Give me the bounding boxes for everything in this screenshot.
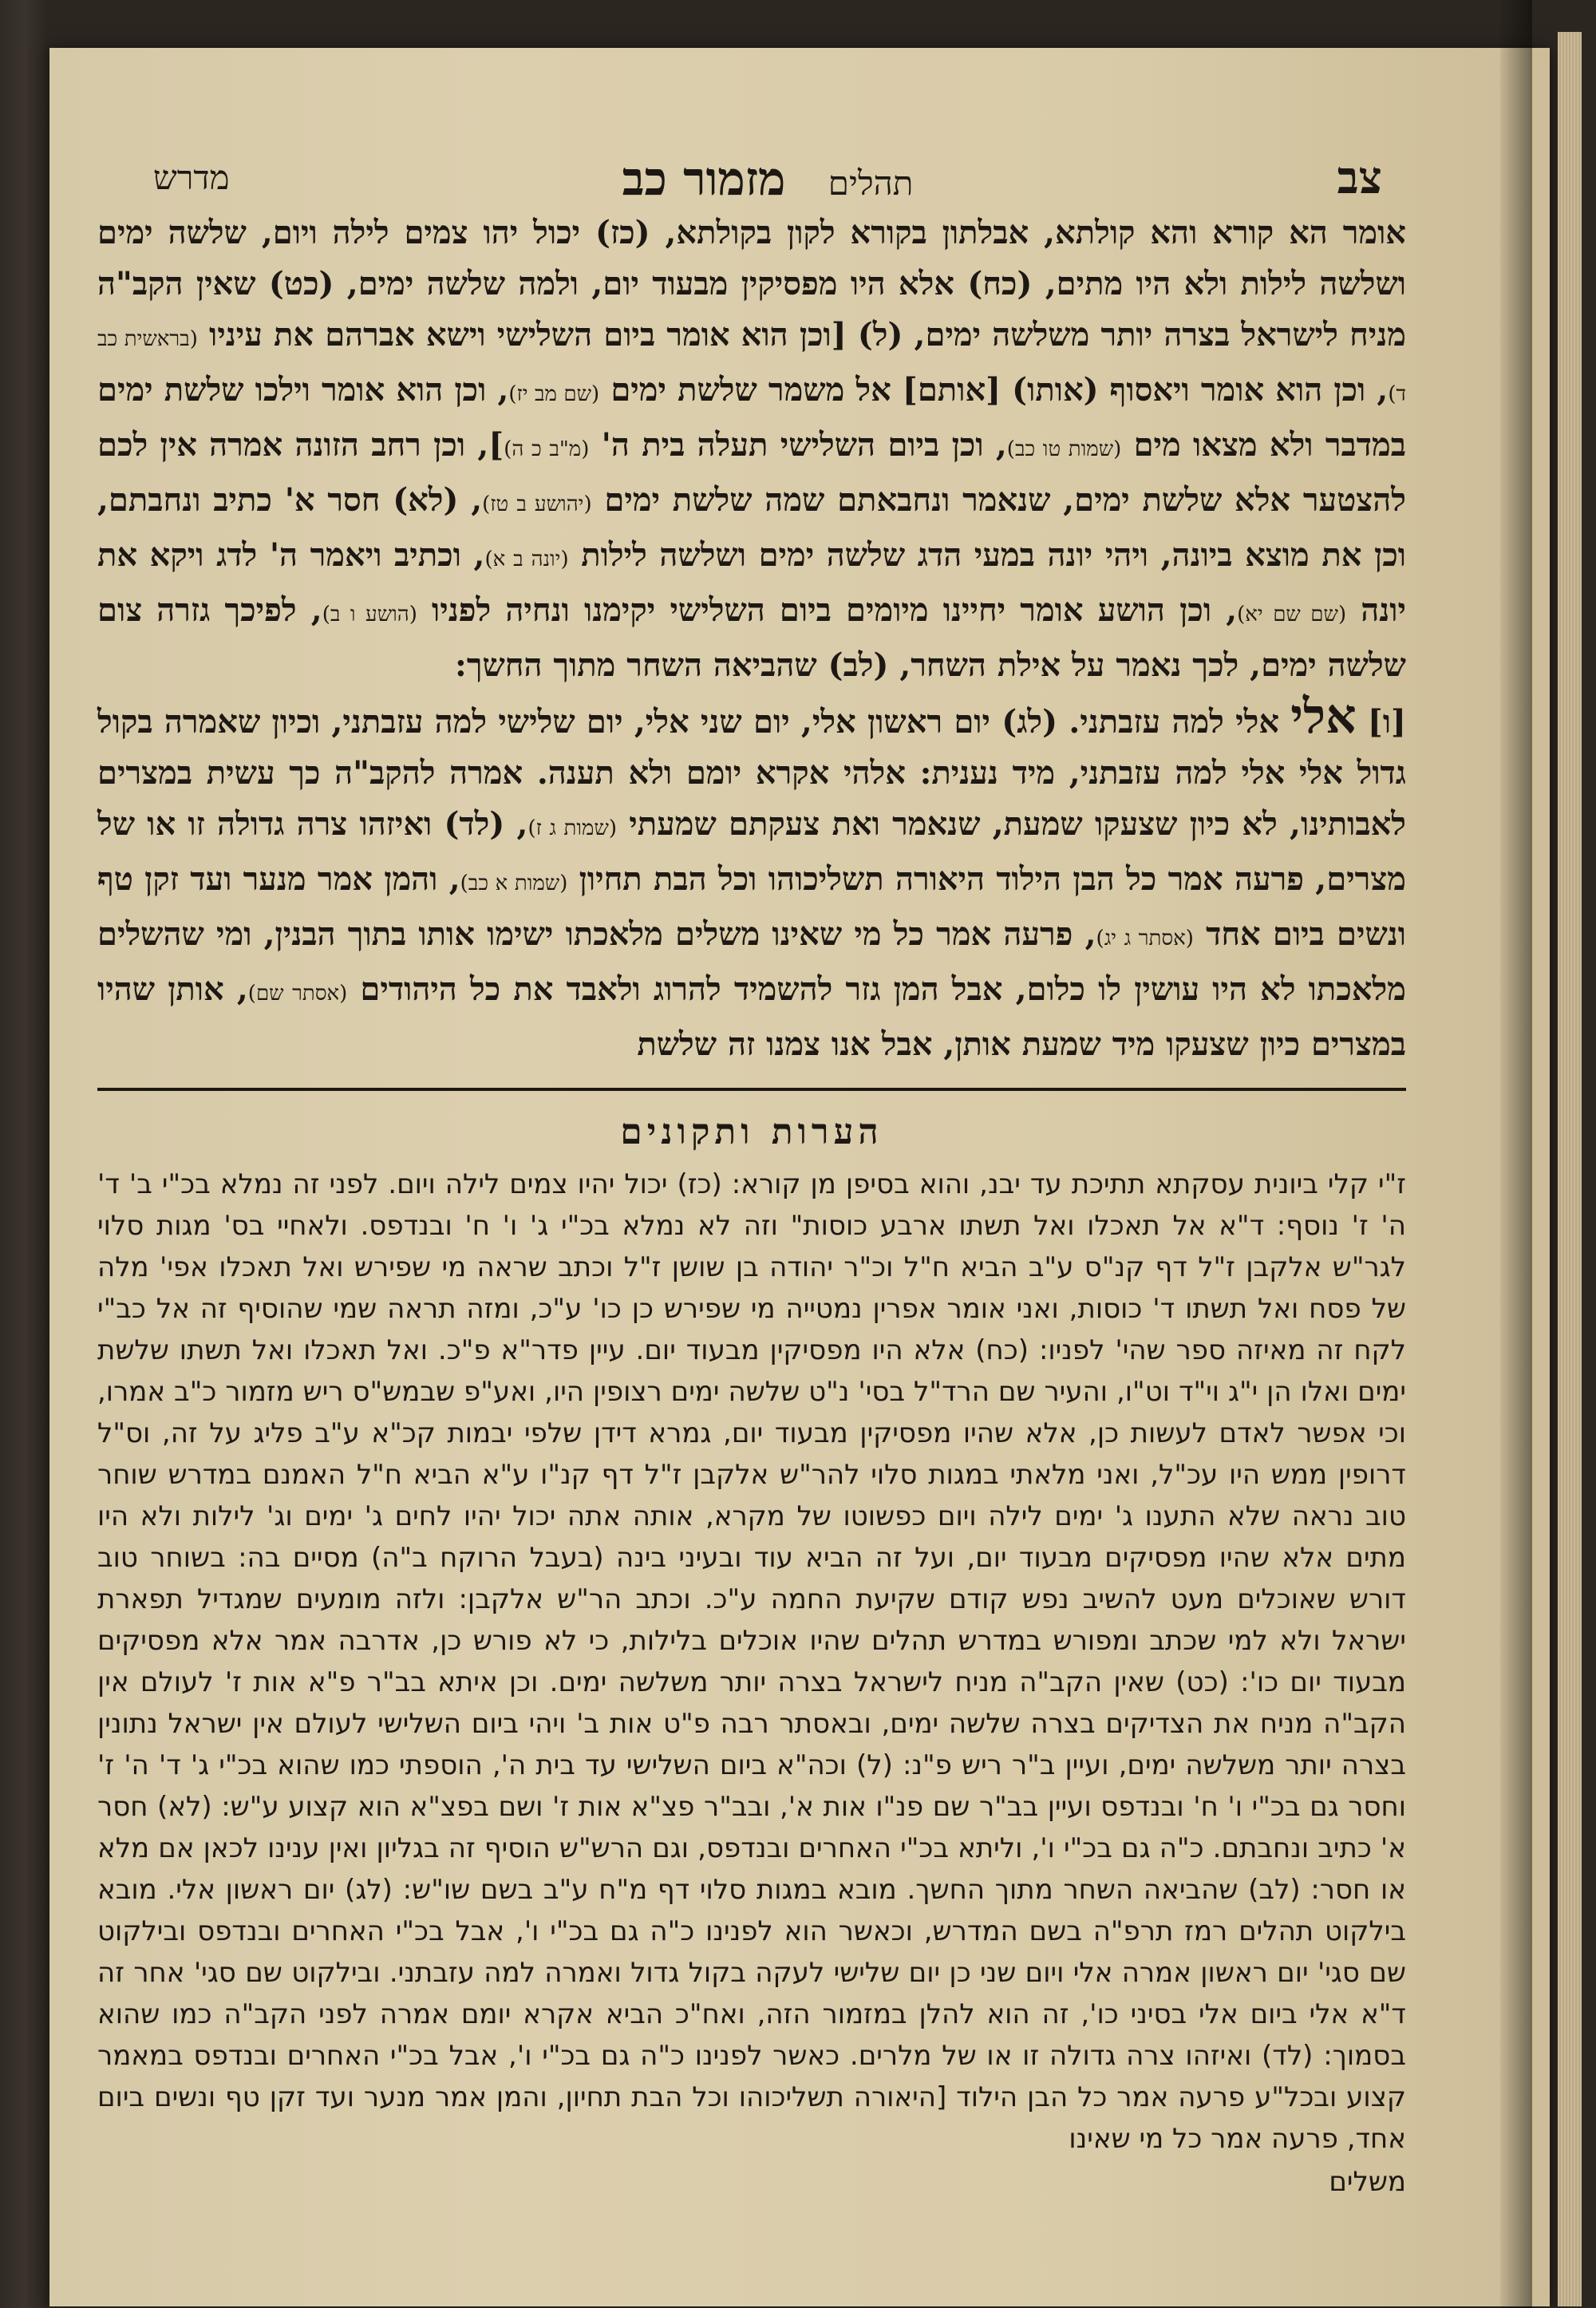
notes-section (97, 1164, 1406, 2203)
section-divider (97, 1088, 1406, 1091)
citation: (יהושע ב טז) (482, 492, 592, 516)
binding-shadow (1500, 0, 1532, 2308)
notes-title: הערות ותקונים (620, 1112, 883, 1152)
citation: (שמות טו כב) (1006, 437, 1122, 461)
main-paragraph-1: אומר הא קורא והא קולתא, אבלתון בקורא לקון בקולתא, (כז) יכול יהו צמים לילה ויום, שלשה ימים ושלשה לילות ולא היו מתים, (כח) אלא היו מפסיקין מבעוד יום, ולמה שלשה ימים, (כט) שאין הקב"ה מניח לישראל בצרה יותר משלשה ימים, (ל) [וכן הוא אומר ביום השלישי וישא אברהם את עיניו (בראשית כב ד), וכן הוא אומר ויאסוף (אותו) [אותם] אל משמר שלשת ימים (שם מב יז), וכן הוא אומר וילכו שלשת ימים במדבר ולא מצאו מים (שמות טו כב), וכן ביום השלישי תעלה בית ה' (מ"ב כ ה)], וכן רחב הזונה אמרה אין לכם להצטער אלא שלשת ימים, שנאמר ונחבאתם שמה שלשת ימים (יהושע ב טז), (לא) חסר א' כתיב ונחבתם, וכן את מוצא ביונה, ויהי יונה במעי הדג שלשה ימים ושלשה לילות (יונה ב א), וכתיב ויאמר ה' לדג ויקא את יונה (שם שם יא), וכן הושע אומר יחיינו מיומים ביום השלישי יקימנו ונחיה לפניו (הושע ו ב), לפיכך גזרה צום שלשה ימים, לכך נאמר על אילת השחר, (לב) שהביאה השחר מתוך החשך: (97, 214, 1406, 684)
notes-paragraph: ז"י קלי ביונית עסקתא תתיכת עד יבנ, והוא בסיפן מן קורא: (כז) יכול יהיו צמים לילה ויום. לפני זה נמלא בכ"י ב' ד' ה' ז' נוסף: ד"א אל תאכלו ואל תשתו ארבע כוסות" וזה לא נמלא בכ"י ג' ו' ח' ובנדפס. ולאחיי בס' מגות סלוי לגר"ש אלקבן ז"ל דף קנ"ס ע"ב הביא ח"ל וכ"ר יהודה בן שושן ז"ל וכתב שראה מי שפירש ואל תאכלו אפי' מלה של פסח ואל תשתו ד' כוסות, ואני אומר אפרין נמטייה מי שפירש כן כו' ע"כ, ומזה תראה שמי שהוסיף זה אל כב"י לקח זה מאיזה ספר שהי' לפניו: (כח) אלא היו מפסיקין מבעוד יום. עיין פדר"א פ"כ. ואל תאכלו ואל תשתו שלשת ימים ואלו הן י"ג וי"ד וט"ו, והעיר שם הרד"ל בסי' נ"ט שלשה ימים רצופין היו, ואע"פ שבמש"ס ריש מזמור כ"ב אמרו, וכי אפשר לאדם לעשות כן, אלא שהיו מפסיקין מבעוד יום, גמרא דידן שלפי יבמות קכ"א ע"ב פליג על זה, וס"ל דרופין ממש היו עכ"ל, ואני מלאתי במגות סלוי להר"ש אלקבן ז"ל דף קנ"ו ע"א הביא ח"ל האמנם במדרש שוחר טוב נראה שלא התענו ג' ימים לילה ויום כפשוטו של מקרא, אותה אתה יכול יהיו לחים ג' ימים וג' לילות ולא היו מתים אלא שהיו מפסיקים מבעוד יום, ועל זה הביא עוד ובעיני בינה (בעבל הרוקח ב"ה) מסיים בה: בשוחר טוב דורש שאוכלים מעט להשיב נפש קודם שקיעת החמה ע"כ. וכתב הר"ש אלקבן: ולזה מומעים שמגדיל תפארת ישראל ולא למי שכתב ומפורש במדרש תהלים שהיו אוכלים בלילות, כי לא פורש כן, אדרבה אמר אלא מפסיקים מבעוד יום כו': (כט) שאין הקב"ה מניח לישראל בצרה יותר משלשה ימים. וכן איתא בב"ר פ"א אות ז' לעולם אין הקב"ה מניח את הצדיקים בצרה שלשה ימים, ובאסתר רבה פ"ט אות ב' ויהי ביום השלישי לעולם אין ישראל נתונין בצרה יותר משלשה ימים, ועיין ב"ר ריש פ"נ: (ל) וכה"א ביום השלישי עד בית ה', הוספתי כמו שהוא בכ"י ג' ד' ה' ז' וחסר גם בכ"י ו' ח' ובנדפס ועיין בב"ר שם פנ"ו אות א', ובב"ר פצ"א אות ז' ושם בפצ"א הוא קצוע ע"ש: (לא) חסר א' כתיב ונחבתם. כ"ה גם בכ"י ו', וליתא בכ"י האחרים ובנדפס, וגם הרש"ש הוסיף זה בגליון ואין ענינו לכאן אם מלא או חסר: (לב) שהביאה השחר מתוך החשך. מובא במגות סלוי דף מ"ח ע"ב בשם שו"ש: (לג) יום ראשון אלי. מובא בילקוט תהלים רמז תרפ"ה בשם המדרש, וכאשר הוא לפנינו כ"ה גם בכ"י ו', אבל בכ"י האחרים ובנדפס ובילקוט שם סגי' יום ראשון אמרה אלי ויום שני כן יום שלישי לעקה בקול גדול ואמרה למה עזבתני. ובילקוט שם סגי' אחר זה ד"א אלי ביום אלי בסיני כו', זה הוא להלן במזמור הזה, ואח"כ הביא אקרא יומם אמרה לפני הקב"ה כמו שהוא בסמוך: (לד) ואיזהו צרה גדולה זו או של מלרים. כאשר לפנינו כ"ה גם בכ"י ו', אבל בכ"י האחרים ובנדפס במאמר קצוע ובכל"ע פרעה אמר כל הבן הילוד [היאורה תשליכוהו וכל הבת תחיון, והמן אמר מנער ועד זקן טף ונשים ביום אחד, פרעה אמר כל מי שאינו (97, 1168, 1406, 2155)
opening-word: אלי (1290, 689, 1357, 745)
citation: (אסתר שם) (247, 982, 348, 1006)
page-number: צב (1337, 152, 1382, 204)
header-midrash: מדרש (153, 158, 230, 197)
main-paragraph-2: [ו] אלי אלי למה עזבתני. (לג) יום ראשון אלי, יום שני אלי, יום שלישי למה עזבתני, וכיון שאמרה בקול גדול אלי אלי למה עזבתני, מיד נענית: אלהי אקרא יומם ולא תענה. אמרה להקב"ה כך עשית במצרים לאבותינו, לא כיון שצעקו שמעת, שנאמר ואת צעקתם שמעתי (שמות ג ז), (לד) ואיזהו צרה גדולה זו או של מצרים, פרעה אמר כל הבן הילוד היאורה תשליכוהו וכל הבת תחיון (שמות א כב), והמן אמר מנער ועד זקן טף ונשים ביום אחד (אסתר ג יג), פרעה אמר כל מי שאינו משלים מלאכתו ישימו אותו בתוך הבנין, ומי שהשלים מלאכתו לא היו עושין לו כלום, אבל המן גזר להשמיד להרוג ולאבד את כל היהודים (אסתר שם), אותן שהיו במצרים כיון שצעקו מיד שמעת אותן, אבל אנו צמנו זה שלשת (97, 689, 1407, 1063)
page-edges (1558, 32, 1582, 2306)
citation: (מ"ב כ ה) (504, 437, 590, 461)
citation: (אסתר ג יג) (1096, 927, 1194, 950)
main-text (97, 207, 1406, 1070)
running-header (97, 120, 1406, 207)
citation: (שם מב יז) (508, 382, 600, 406)
notes-continuation: משלים (1329, 2166, 1406, 2198)
citation: (שמות ג ז) (527, 816, 618, 840)
citation: (בראשית כב ד) (97, 327, 1406, 406)
header-tehillim: תהלים (828, 164, 914, 203)
citation: (יונה ב א) (484, 547, 569, 571)
header-mizmor: מזמור כב (622, 152, 786, 206)
header-center (97, 152, 1406, 206)
verse-marker: [ו] (1367, 703, 1406, 741)
citation: (שמות א כב) (460, 871, 568, 895)
citation: (שם שם יא) (1237, 603, 1347, 626)
citation: (הושע ו ב) (322, 603, 417, 626)
page-content (97, 120, 1406, 2203)
